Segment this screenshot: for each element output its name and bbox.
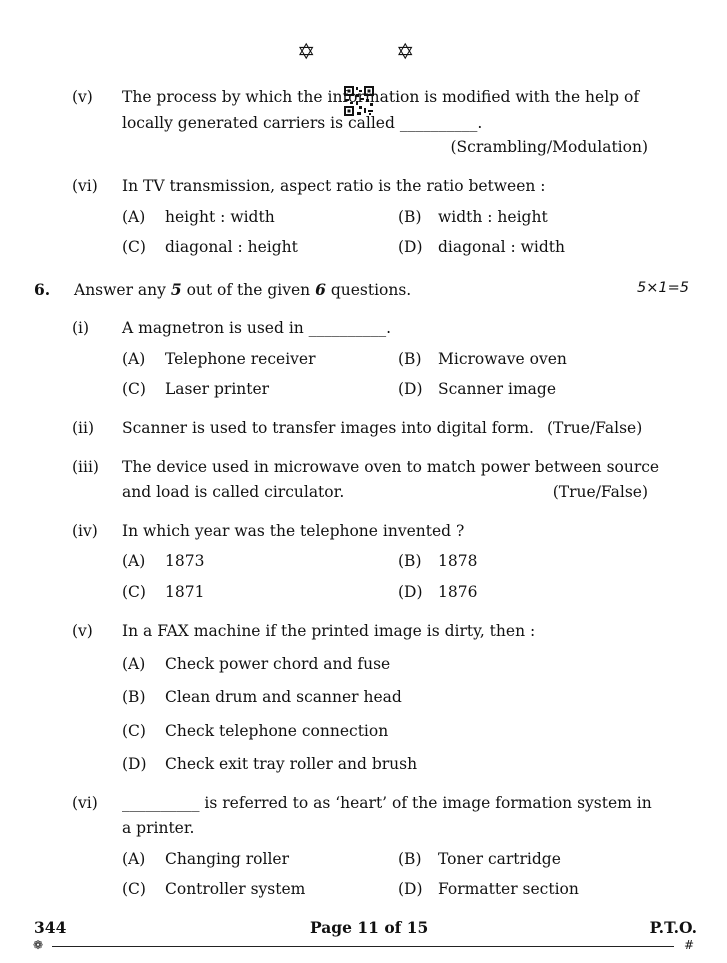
- option-text: Controller system: [165, 880, 306, 898]
- question-number: (vi): [72, 794, 98, 812]
- option-text: 1876: [438, 583, 478, 601]
- option-text: Clean drum and scanner head: [165, 688, 402, 706]
- hash-mark: #: [684, 938, 695, 952]
- question-text: __________ is referred to as ‘heart’ of the image formation system in: [122, 794, 652, 812]
- flower-mark-icon: ❁: [33, 938, 44, 952]
- star-of-david-icon-left: ✡: [297, 40, 316, 65]
- option-text: diagonal : height: [165, 238, 298, 256]
- question-text: In which year was the telephone invented ?: [122, 522, 465, 540]
- option-label: (B): [398, 350, 422, 368]
- option-label: (D): [398, 380, 423, 398]
- option-label: (D): [398, 583, 423, 601]
- marks-allocation: 5×1=5: [637, 280, 689, 296]
- true-false-hint: (True/False): [552, 483, 648, 501]
- question-text: and load is called circulator.: [122, 483, 345, 501]
- option-text: Check exit tray roller and brush: [165, 755, 418, 773]
- option-label: (B): [122, 688, 146, 706]
- star-of-david-icon-right: ✡: [396, 40, 415, 65]
- option-text: Toner cartridge: [438, 850, 561, 868]
- option-label: (D): [398, 880, 423, 898]
- question-number: (ii): [72, 419, 95, 437]
- option-text: Telephone receiver: [165, 350, 316, 368]
- option-text: diagonal : width: [438, 238, 565, 256]
- option-text: Scanner image: [438, 380, 557, 398]
- question-text: locally generated carriers is called __________.: [122, 114, 483, 132]
- section-instruction: Answer any 5 out of the given 6 questions.: [74, 280, 412, 299]
- option-text: Changing roller: [165, 850, 290, 868]
- option-label: (B): [398, 552, 422, 570]
- option-text: Microwave oven: [438, 350, 567, 368]
- option-label: (C): [122, 722, 146, 740]
- option-label: (A): [122, 850, 146, 868]
- pto-label: P.T.O.: [649, 918, 697, 937]
- question-number: 6.: [34, 280, 51, 299]
- option-label: (B): [398, 850, 422, 868]
- option-text: Check power chord and fuse: [165, 655, 391, 673]
- question-text: In a FAX machine if the printed image is dirty, then :: [122, 622, 536, 640]
- question-text: In TV transmission, aspect ratio is the ratio between :: [122, 177, 546, 195]
- option-text: 1878: [438, 552, 478, 570]
- option-text: height : width: [165, 208, 275, 226]
- question-number: (iv): [72, 522, 98, 540]
- option-label: (D): [398, 238, 423, 256]
- option-label: (A): [122, 350, 146, 368]
- option-text: Laser printer: [165, 380, 270, 398]
- footer-divider: [52, 946, 674, 947]
- question-text: A magnetron is used in __________.: [122, 319, 392, 337]
- question-text: Scanner is used to transfer images into digital form.: [122, 419, 534, 437]
- true-false-hint: (True/False): [547, 419, 643, 437]
- page-number: Page 11 of 15: [310, 918, 429, 937]
- page-header: [0, 38, 727, 78]
- question-text: The process by which the information is modified with the help of: [122, 88, 640, 106]
- option-text: Check telephone connection: [165, 722, 389, 740]
- option-text: width : height: [438, 208, 548, 226]
- option-label: (A): [122, 208, 146, 226]
- question-number: (vi): [72, 177, 98, 195]
- option-text: 1871: [165, 583, 205, 601]
- option-text: 1873: [165, 552, 205, 570]
- question-number: (v): [72, 622, 93, 640]
- question-text: The device used in microwave oven to match power between source: [122, 458, 660, 476]
- option-label: (D): [122, 755, 147, 773]
- question-number: (iii): [72, 458, 99, 476]
- option-label: (C): [122, 380, 146, 398]
- option-text: Formatter section: [438, 880, 579, 898]
- option-label: (A): [122, 552, 146, 570]
- option-label: (C): [122, 880, 146, 898]
- option-label: (C): [122, 583, 146, 601]
- question-text: a printer.: [122, 819, 195, 837]
- question-number: (i): [72, 319, 90, 337]
- answer-choices-hint: (Scrambling/Modulation): [450, 138, 648, 156]
- paper-code: 344: [34, 918, 67, 937]
- option-label: (A): [122, 655, 146, 673]
- option-label: (C): [122, 238, 146, 256]
- question-number: (v): [72, 88, 93, 106]
- option-label: (B): [398, 208, 422, 226]
